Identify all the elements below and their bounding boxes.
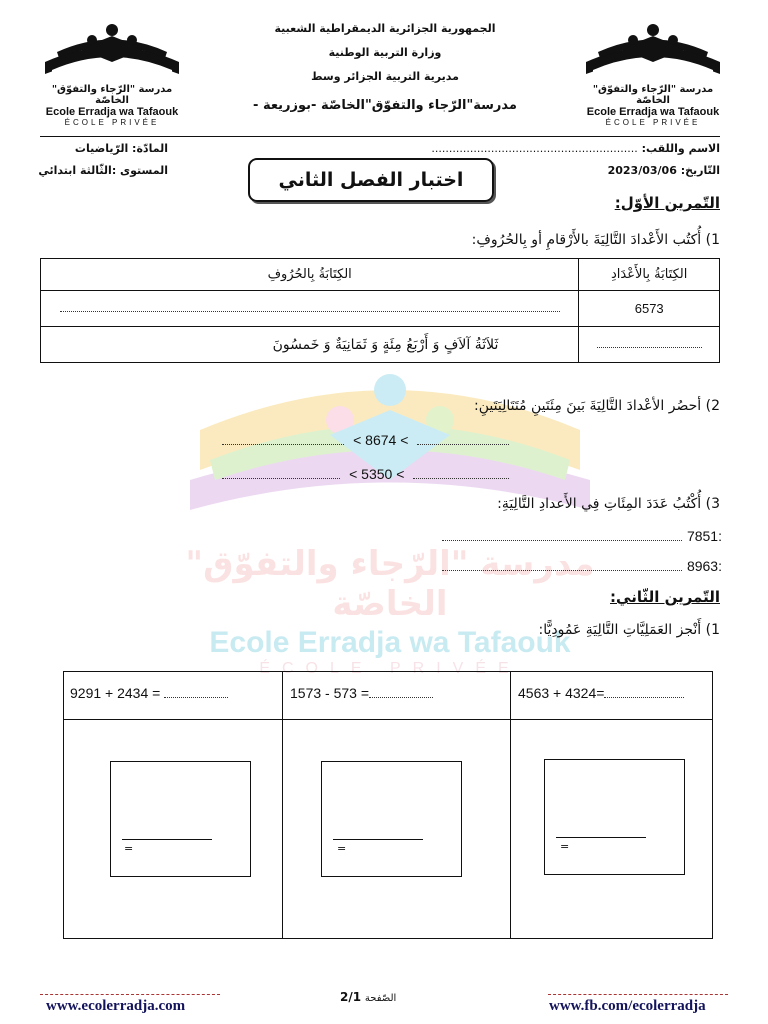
watermark-arabic: مدرسة "الرّجاء والتفوّق" الخاصّة <box>185 544 595 624</box>
header-republic: الجمهورية الجزائرية الديمقراطية الشعبية <box>274 22 496 35</box>
date-label: التّاريخ: <box>680 164 720 177</box>
frame-row-1 <box>222 430 522 450</box>
footer-divider-right <box>548 994 728 995</box>
work-box-3[interactable] <box>544 759 685 875</box>
row2-number-answer[interactable] <box>579 327 720 363</box>
exercise1-q1: 1) أُكتُب الأَعْدادَ التَّالِيَةَ بالأَرْقامِ أو بِالحُرُوفِ: <box>471 232 720 248</box>
header-school: مدرسة"الرّجاء والتفوّق"الخاصّة -بوزريعة - <box>253 98 517 113</box>
exercise1-q2: 2) أحصُر الأعْدادَ التَّالِيَةَ بَينَ مِئَتَينِ مُتَتَالِيَتَينِ: <box>474 398 720 414</box>
logo-english-name: Ecole Erradja wa Tafaouk <box>586 106 720 118</box>
work-box-1[interactable] <box>110 761 251 877</box>
frame2-left-answer[interactable] <box>222 478 340 479</box>
col-header-numbers: الكِتَابَةُ بِالأَعْدَادِ <box>579 259 720 291</box>
work-box-2-line <box>333 839 423 840</box>
operations-grid <box>63 671 713 939</box>
school-logo-graphic <box>578 22 728 84</box>
header-directorate: مديرية التربية الجزائر وسط <box>311 70 459 83</box>
frame1-right-answer[interactable] <box>417 444 509 445</box>
header-divider <box>40 136 720 137</box>
watermark-logo-graphic <box>180 360 600 550</box>
operation-2-text: 1573 - 573 = <box>290 685 370 701</box>
page-number: 2/1 <box>340 990 362 1004</box>
level-label: المستوى :الثّالثة ابتدائي <box>38 164 168 177</box>
logo-arabic-name: مدرسة "الرّجاء والتفوّق" الخاصّة <box>51 84 173 106</box>
watermark-french: ÉCOLE PRIVÉE <box>259 660 521 677</box>
exercise2-title: التّمرين الثّاني: <box>610 588 720 606</box>
operation-2 <box>290 685 433 701</box>
name-label: الاسم واللقب: <box>641 142 720 155</box>
header-ministry: وزارة التربية الوطنية <box>328 46 442 59</box>
operation-3-text: 4563 + 4324= <box>518 685 605 701</box>
operation-2-answer[interactable] <box>369 697 433 698</box>
work-box-2[interactable] <box>321 761 462 877</box>
col-header-letters: الكِتَابَةُ بِالحُرُوفِ <box>41 259 579 291</box>
work-box-3-line <box>556 837 646 838</box>
exercise2-q1: 1) أَنْجز العَمَلِيَّاتِ التَّالِيَةِ عَمُودِيًّا: <box>538 622 720 638</box>
operation-1-answer[interactable] <box>164 697 228 698</box>
operations-col-divider-2 <box>510 672 511 938</box>
page-label: الصّفحة <box>364 993 397 1004</box>
subject-label: المادّة: الرّياضيات <box>74 142 168 155</box>
logo-french-subtitle: ÉCOLE PRIVÉE <box>64 118 160 127</box>
logo-english-name: Ecole Erradja wa Tafaouk <box>45 106 179 118</box>
row1-number: 6573 <box>579 291 720 327</box>
date-field <box>608 164 720 177</box>
numbers-table <box>40 258 720 363</box>
footer-facebook-link[interactable]: www.fb.com/ecolerradja <box>549 998 706 1014</box>
operation-3-answer[interactable] <box>604 697 684 698</box>
footer-page-number <box>340 990 396 1004</box>
footer-website-link[interactable]: www.ecolerradja.com <box>46 998 186 1014</box>
row2-letters: ثَلاَثَةُ آلاَفٍ وَ أَرْبَعُ مِئَةٍ وَ ثَمَانِيَةٌ وَ خَمسُونَ <box>41 327 579 363</box>
exercise1-title: التّمرين الأوّل: <box>614 194 720 212</box>
name-field[interactable] <box>431 142 720 155</box>
frame1-left-answer[interactable] <box>222 444 344 445</box>
frame2-expression: < 5350 < <box>349 466 405 482</box>
operations-header-divider <box>64 719 712 720</box>
logo-french-subtitle: ÉCOLE PRIVÉE <box>605 118 701 127</box>
operation-1-text: 9291 + 2434 = <box>70 685 165 701</box>
work-box-1-line <box>122 839 212 840</box>
frame1-expression: < 8674 < <box>353 432 409 448</box>
exam-title: اختبار الفصل الثاني <box>248 158 494 202</box>
exercise1-q3: 3) أُكْتُبُ عَدَدَ المِئَاتِ فِي الأَعدادِ التَّالِيَةِ: <box>497 496 720 512</box>
school-logo-graphic <box>37 22 187 84</box>
logo-arabic-name: مدرسة "الرّجاء والتفوّق" الخاصّة <box>592 84 714 106</box>
work-box-1-equals: = <box>124 842 134 855</box>
frame2-right-answer[interactable] <box>413 478 509 479</box>
name-dots: ........................................................... <box>431 142 638 155</box>
frame-row-2 <box>222 464 522 484</box>
hundreds2-number: 8963 <box>686 558 719 574</box>
date-value: 2023/03/06 <box>607 164 677 177</box>
school-logo-right <box>578 22 728 132</box>
hundreds1-answer[interactable] <box>442 540 682 541</box>
work-box-2-equals: = <box>337 842 347 855</box>
hundreds1-number: 7851 <box>686 528 719 544</box>
hundreds-row-2: 8963: <box>430 556 722 575</box>
operations-col-divider-1 <box>282 672 283 938</box>
hundreds2-answer[interactable] <box>442 570 682 571</box>
footer-divider-left <box>40 994 220 995</box>
operation-1 <box>70 685 228 701</box>
hundreds-row-1: 7851: <box>430 526 722 545</box>
watermark-english: Ecole Erradja wa Tafaouk <box>209 626 571 659</box>
school-logo-left <box>37 22 187 132</box>
work-box-3-equals: = <box>560 840 570 853</box>
row1-letters-answer[interactable] <box>41 291 579 327</box>
operation-3 <box>518 685 684 701</box>
